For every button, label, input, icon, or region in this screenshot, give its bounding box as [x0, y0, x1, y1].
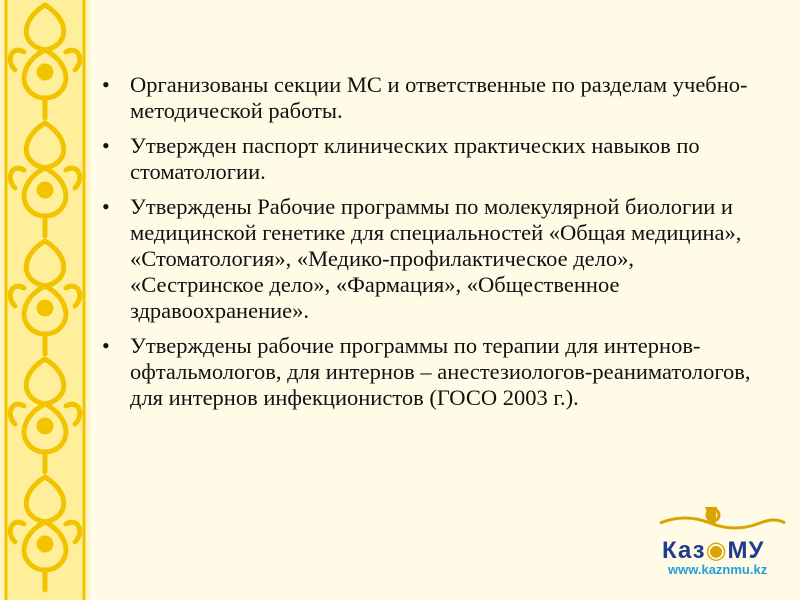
logo-sun-icon: ◉	[705, 537, 728, 564]
list-item	[100, 72, 760, 124]
list-item	[100, 133, 760, 185]
bullet-list	[100, 72, 760, 411]
list-item-text: Организованы секции МС и ответственные по разделам учебно-методической работы.	[130, 72, 748, 123]
logo-name-part1: Каз	[662, 537, 706, 564]
list-item-text: Утверждены рабочие программы по терапии для интернов-офтальмологов, для интернов – анестезиологов-реаниматологов, для интернов инфекционистов (ГОСО 2003 г.).	[130, 333, 751, 410]
list-item-text: Утвержден паспорт клинических практических навыков по стоматологии.	[130, 133, 700, 184]
list-item	[100, 194, 760, 324]
bullet-icon: •	[102, 72, 110, 97]
list-item	[100, 333, 760, 411]
bullet-icon: •	[102, 194, 110, 219]
bullet-icon: •	[102, 333, 110, 358]
logo-name-part2: МУ	[727, 537, 765, 564]
list-item-text: Утверждены Рабочие программы по молекулярной биологии и медицинской генетике для специальностей «Общая медицина», «Стоматология», «Медико-профилактическое дело», «Сестринское дело», «Фармация», «Общественное здравоохранение».	[130, 194, 742, 323]
website-link[interactable]: www.kaznmu.kz	[668, 562, 768, 577]
logo-text	[662, 536, 764, 565]
bullet-icon: •	[102, 133, 110, 158]
ornament-border	[0, 0, 90, 600]
content-area	[100, 72, 760, 420]
